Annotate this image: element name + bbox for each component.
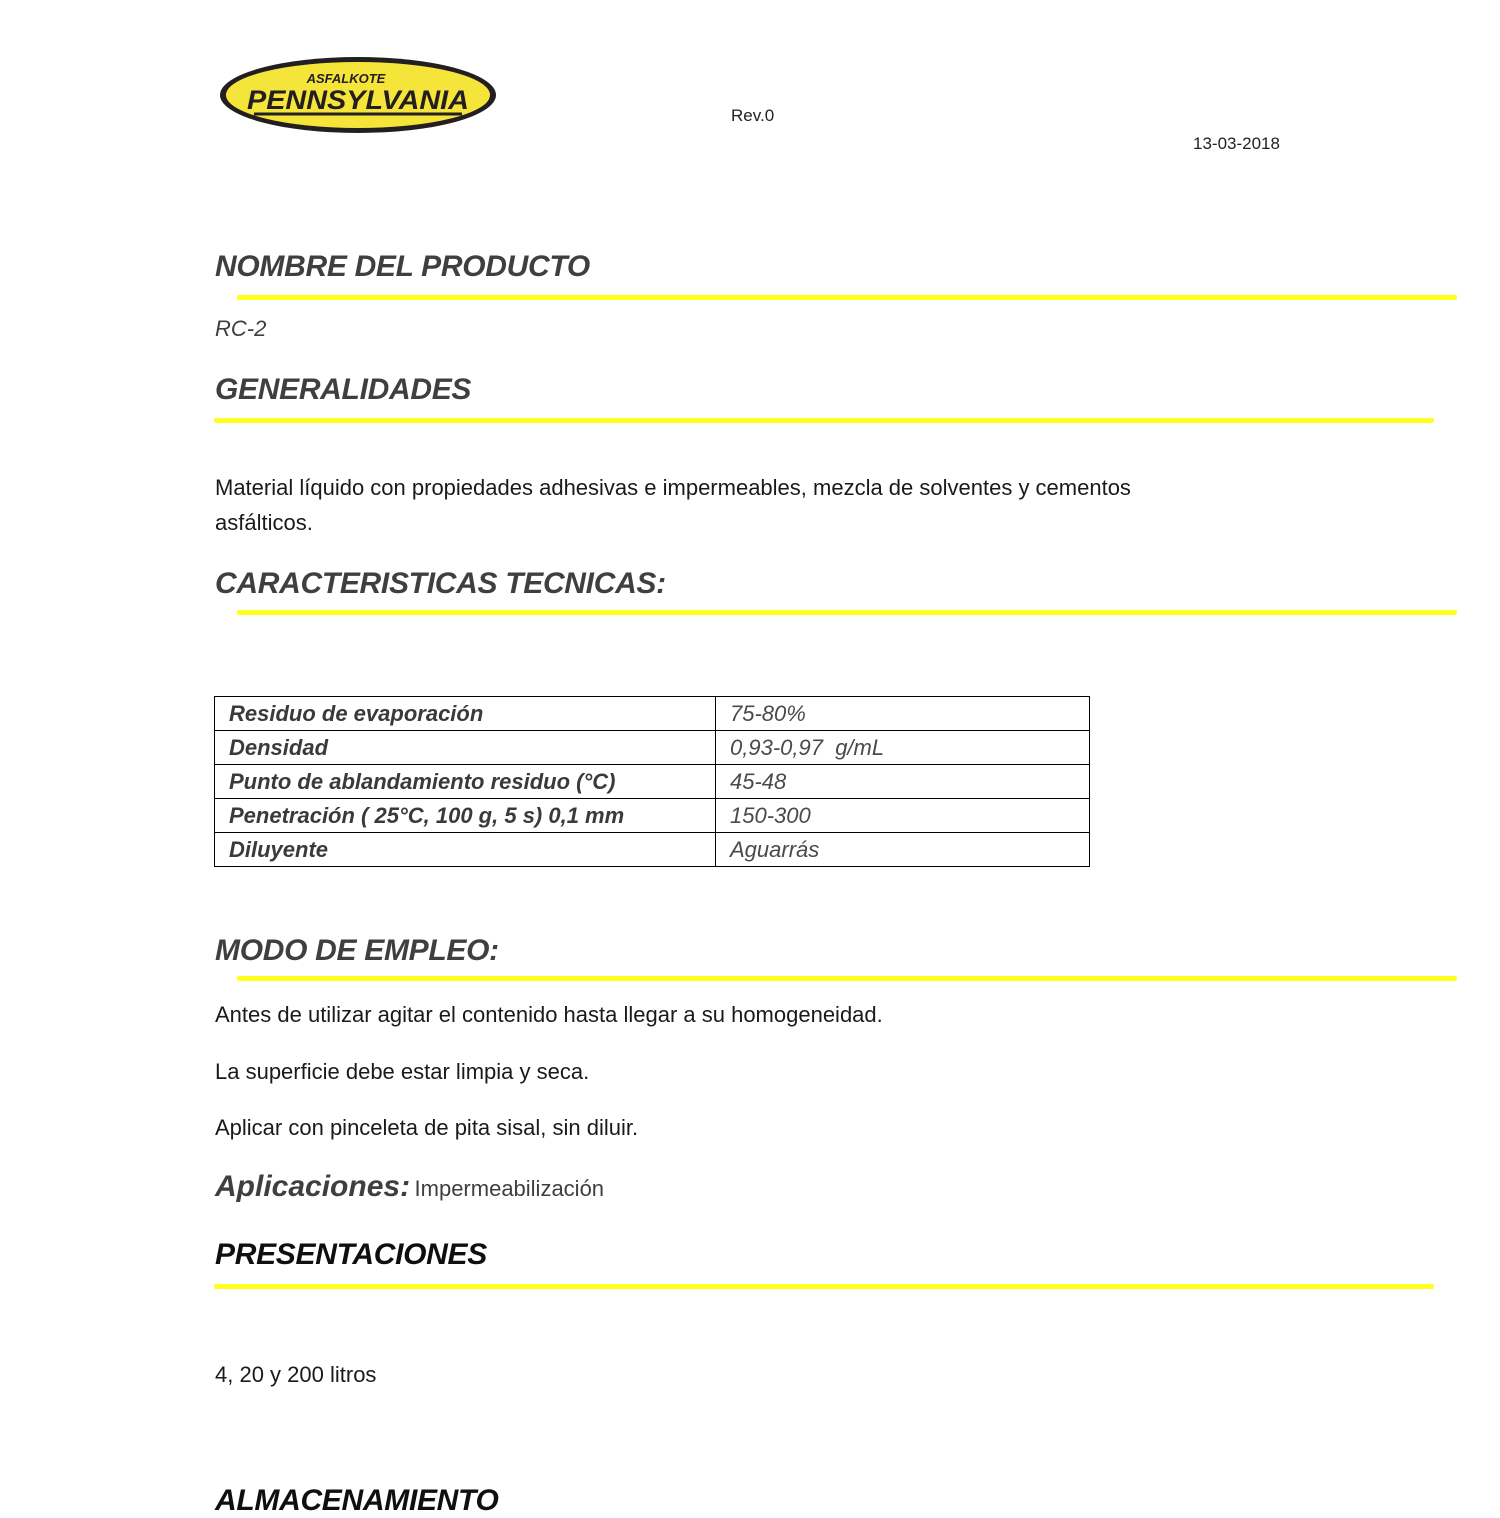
- usage-step: La superficie debe estar limpia y seca.: [215, 1059, 590, 1084]
- product-name-heading: NOMBRE DEL PRODUCTO: [215, 250, 590, 283]
- presentations-heading: PRESENTACIONES: [215, 1238, 487, 1271]
- technical-specs-table: [214, 696, 1090, 867]
- table-row: [215, 731, 1090, 765]
- general-text-line-1: Material líquido con propiedades adhesivas e impermeables, mezcla de solventes y cementos: [215, 475, 1131, 500]
- applications-label: Aplicaciones:: [215, 1170, 411, 1203]
- spec-value: Aguarrás: [716, 833, 1090, 867]
- technical-rule: [237, 610, 1457, 615]
- revision-label: Rev.0: [731, 106, 775, 125]
- technical-heading: CARACTERISTICAS TECNICAS:: [215, 567, 666, 600]
- applications-value: Impermeabilización: [414, 1176, 605, 1201]
- spec-label: Punto de ablandamiento residuo (°C): [215, 765, 716, 799]
- general-description: [215, 470, 1365, 540]
- storage-heading: ALMACENAMIENTO: [215, 1484, 499, 1517]
- presentations-value: 4, 20 y 200 litros: [215, 1362, 377, 1387]
- table-row: [215, 799, 1090, 833]
- spec-label: Residuo de evaporación: [215, 697, 716, 731]
- spec-value: 75-80%: [716, 697, 1090, 731]
- spec-value: 0,93-0,97 g/mL: [716, 731, 1090, 765]
- spec-value: 45-48: [716, 765, 1090, 799]
- spec-label: Diluyente: [215, 833, 716, 867]
- applications-line: [215, 1170, 604, 1204]
- general-heading: GENERALIDADES: [215, 373, 472, 406]
- logo-brand-text: PENNSYLVANIA: [247, 85, 469, 115]
- table-row: [215, 697, 1090, 731]
- spec-label: Densidad: [215, 731, 716, 765]
- usage-step: Antes de utilizar agitar el contenido hasta llegar a su homogeneidad.: [215, 1002, 883, 1027]
- presentations-rule: [214, 1284, 1434, 1289]
- spec-label: Penetración ( 25°C, 100 g, 5 s) 0,1 mm: [215, 799, 716, 833]
- table-row: [215, 765, 1090, 799]
- company-logo: [218, 55, 498, 135]
- usage-step: Aplicar con pinceleta de pita sisal, sin diluir.: [215, 1115, 639, 1140]
- general-rule: [214, 418, 1434, 423]
- usage-heading: MODO DE EMPLEO:: [215, 934, 499, 967]
- table-row: [215, 833, 1090, 867]
- spec-value: 150-300: [716, 799, 1090, 833]
- document-date: 13-03-2018: [1193, 134, 1280, 153]
- product-name-value: RC-2: [215, 316, 267, 341]
- logo-graphic: [218, 55, 498, 135]
- usage-rule: [237, 976, 1457, 981]
- logo-top-text: ASFALKOTE: [306, 71, 386, 86]
- product-name-rule: [237, 295, 1457, 300]
- general-text-line-2: asfálticos.: [215, 510, 313, 535]
